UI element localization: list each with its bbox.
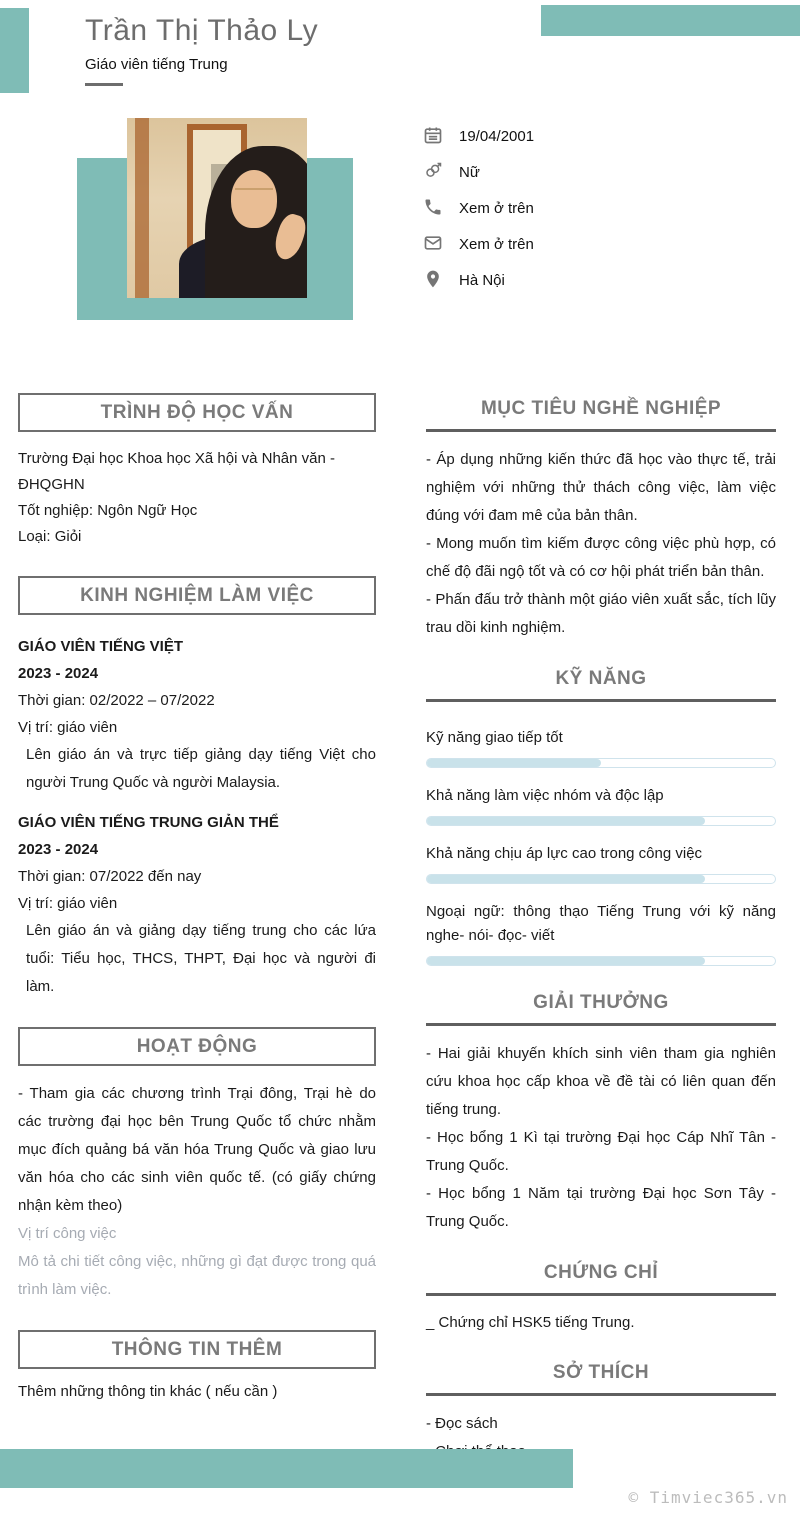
phone-icon (423, 197, 445, 219)
skill-item (426, 784, 776, 826)
section-awards-title: GIẢI THƯỞNG (426, 992, 776, 1026)
skill-progress-track (426, 874, 776, 884)
job-role: GIÁO VIÊN TIẾNG TRUNG GIẢN THỂ (18, 814, 279, 831)
personal-info-row (423, 268, 534, 292)
job-role: GIÁO VIÊN TIẾNG VIỆT (18, 638, 184, 655)
skill-progress-track (426, 816, 776, 826)
skill-item (426, 900, 776, 966)
experience-job (18, 633, 376, 797)
education-line: Tốt nghiệp: Ngôn Ngữ Học (18, 502, 198, 519)
education-line: Loại: Giỏi (18, 528, 82, 545)
activities-paragraph: - Tham gia các chương trình Trại đông, Trại hè do các trường đại học bên Trung Quốc tổ chức nhằm mục đích quảng bá văn hóa Trung Quốc và giao lưu văn hóa cho các sinh viên quốc tế. (có giấy chứng nhận kèm theo) (18, 1085, 376, 1214)
right-column (426, 398, 776, 1515)
additional-info-paragraph: Thêm những thông tin khác ( nếu cần ) (18, 1383, 278, 1400)
certificate-line: _ Chứng chỉ HSK5 tiếng Trung. (426, 1314, 635, 1331)
award-paragraph: - Học bổng 1 Năm tại trường Đại học Sơn Tây - Trung Quốc. (426, 1185, 776, 1230)
skill-label: Kỹ năng giao tiếp tốt (426, 729, 563, 746)
profile-photo (127, 118, 307, 298)
section-awards (426, 992, 776, 1236)
photo-person-glasses (235, 188, 273, 198)
skill-progress-fill (427, 957, 705, 965)
section-additional-info-title: THÔNG TIN THÊM (18, 1330, 376, 1369)
skill-item (426, 842, 776, 884)
job-years: 2023 - 2024 (18, 841, 99, 858)
section-skills (426, 668, 776, 966)
job-position: Vị trí: giáo viên (18, 895, 118, 912)
skill-progress-fill (427, 817, 705, 825)
experience-job (18, 809, 376, 1001)
section-certificates (426, 1262, 776, 1336)
email-value: Xem ở trên (459, 235, 534, 253)
section-activities-title: HOẠT ĐỘNG (18, 1027, 376, 1066)
skill-progress-track (426, 956, 776, 966)
personal-info-list (423, 124, 534, 304)
personal-info-row (423, 232, 534, 256)
personal-info-row (423, 160, 534, 184)
skill-label: Ngoại ngữ: thông thạo Tiếng Trung với kỹ năng nghe- nói- đọc- viết (426, 903, 776, 944)
personal-info-row (423, 196, 534, 220)
job-time: Thời gian: 02/2022 – 07/2022 (18, 692, 215, 709)
section-additional-info (18, 1330, 376, 1405)
left-column (18, 393, 376, 1431)
objective-paragraph: - Mong muốn tìm kiếm được công việc phù hợp, có chế độ đãi ngộ tốt và có cơ hội phát triển bản thân. (426, 535, 776, 580)
phone-value: Xem ở trên (459, 199, 534, 217)
skill-label: Khả năng làm việc nhóm và độc lập (426, 787, 664, 804)
candidate-name: Trần Thị Thảo Ly (85, 14, 319, 47)
job-time: Thời gian: 07/2022 đến nay (18, 868, 202, 885)
section-skills-title: KỸ NĂNG (426, 668, 776, 702)
calendar-icon (423, 125, 445, 147)
photo-hallway-decor (135, 118, 149, 298)
personal-info-row (423, 124, 534, 148)
skill-progress-fill (427, 759, 601, 767)
award-paragraph: - Hai giải khuyến khích sinh viên tham gia nghiên cứu khoa học cấp khoa về đề tài có liên quan đến tiếng trung. (426, 1045, 776, 1118)
objective-paragraph: - Phấn đấu trở thành một giáo viên xuất sắc, tích lũy trau dồi kinh nghiệm. (426, 591, 776, 636)
section-education-title: TRÌNH ĐỘ HỌC VẤN (18, 393, 376, 432)
activities-placeholder: Mô tả chi tiết công việc, những gì đạt được trong quá trình làm việc. (18, 1253, 376, 1298)
email-icon (423, 233, 445, 255)
title-underline-divider (85, 83, 123, 86)
photo-person-face (231, 170, 277, 228)
award-paragraph: - Học bổng 1 Kì tại trường Đại học Cáp Nhĩ Tân - Trung Quốc. (426, 1129, 776, 1174)
location-icon (423, 269, 445, 291)
section-activities (18, 1027, 376, 1304)
activities-placeholder: Vị trí công việc (18, 1225, 117, 1242)
objective-paragraph: - Áp dụng những kiến thức đã học vào thực tế, trải nghiệm với những thử thách công việc, làm việc đúng với đam mê của bản thân. (426, 451, 776, 524)
hobby-item: - Đọc sách (426, 1415, 498, 1432)
skill-progress-track (426, 758, 776, 768)
skill-label: Khả năng chịu áp lực cao trong công việc (426, 845, 703, 862)
section-certificates-title: CHỨNG CHỈ (426, 1262, 776, 1296)
accent-bar-top-left (0, 8, 29, 93)
skill-progress-fill (427, 875, 705, 883)
accent-bar-top-right (541, 5, 800, 36)
watermark-text: © Timviec365.vn (628, 1488, 788, 1507)
skill-item (426, 726, 776, 768)
candidate-job-title: Giáo viên tiếng Trung (85, 56, 228, 73)
job-position: Vị trí: giáo viên (18, 719, 118, 736)
section-experience-title: KINH NGHIỆM LÀM VIỆC (18, 576, 376, 615)
accent-bar-footer (0, 1449, 573, 1488)
address-value: Hà Nội (459, 271, 505, 289)
section-objective-title: MỤC TIÊU NGHỀ NGHIỆP (426, 398, 776, 432)
section-objective (426, 398, 776, 642)
gender-value: Nữ (459, 163, 480, 181)
job-years: 2023 - 2024 (18, 665, 99, 682)
job-description: Lên giáo án và trực tiếp giảng dạy tiếng Việt cho người Trung Quốc và người Malaysia. (26, 746, 376, 791)
education-line: Trường Đại học Khoa học Xã hội và Nhân văn - ĐHQGHN (18, 450, 335, 493)
section-hobbies-title: SỞ THÍCH (426, 1362, 776, 1396)
section-education (18, 393, 376, 550)
gender-icon (423, 161, 445, 183)
birthdate-value: 19/04/2001 (459, 127, 535, 145)
job-description: Lên giáo án và giảng dạy tiếng trung cho các lứa tuổi: Tiểu học, THCS, THPT, Đại học và người đi làm. (26, 922, 376, 995)
section-experience (18, 576, 376, 1001)
